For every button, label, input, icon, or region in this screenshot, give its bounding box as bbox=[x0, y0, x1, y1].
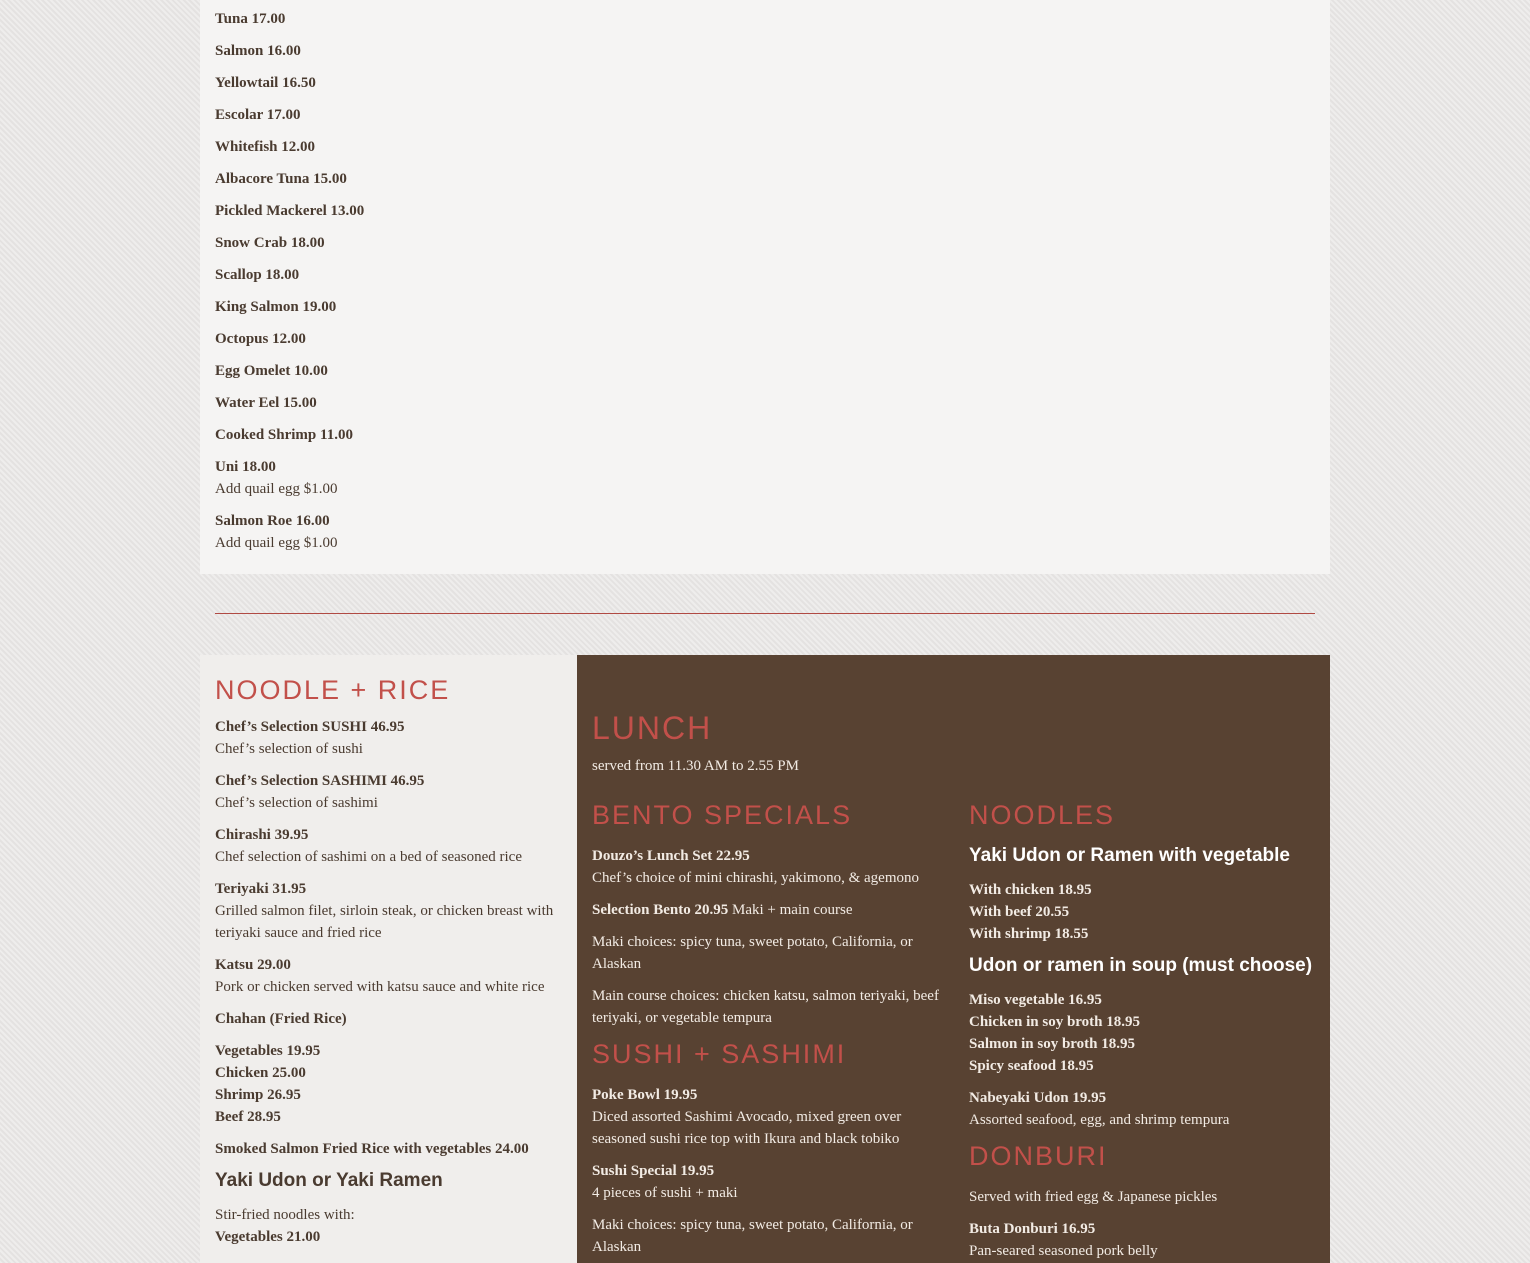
list-item: Pickled Mackerel 13.00 bbox=[215, 203, 365, 219]
list-item: Scallop 18.00 bbox=[215, 267, 300, 283]
menu-item-note: Served with fried egg & Japanese pickles bbox=[969, 1189, 1218, 1205]
option-list: With chicken 18.95 With beef 20.55 With shrimp 18.55 bbox=[969, 882, 1092, 942]
list-item: King Salmon 19.00 bbox=[215, 299, 337, 315]
bento-column bbox=[592, 800, 942, 1263]
sashimi-panel bbox=[200, 0, 1330, 574]
section-title: DONBURI bbox=[969, 1141, 1108, 1171]
menu-item: Teriyaki 31.95 Grilled salmon filet, sirloin steak, or chicken breast with teriyaki sauce and fried rice bbox=[215, 881, 554, 941]
menu-item: Buta Donburi 16.95 Pan-seared seasoned pork belly bbox=[969, 1221, 1158, 1259]
section-title: SUSHI + SASHIMI bbox=[592, 1039, 847, 1069]
menu-item: Chef’s Selection SUSHI 46.95 Chef’s selection of sushi bbox=[215, 719, 405, 757]
menu-item: Poke Bowl 19.95 Diced assorted Sashimi Avocado, mixed green over seasoned sushi rice top with Ikura and black tobiko bbox=[592, 1087, 902, 1147]
list-item: Tuna 17.00 bbox=[215, 11, 286, 27]
menu-item-note: Maki choices: spicy tuna, sweet potato, California, or Alaskan bbox=[592, 934, 913, 972]
lunch-hours: served from 11.30 AM to 2.55 PM bbox=[592, 758, 799, 774]
sashimi-list bbox=[215, 8, 815, 564]
list-item: Yellowtail 16.50 bbox=[215, 75, 316, 91]
menu-item: Katsu 29.00 Pork or chicken served with katsu sauce and white rice bbox=[215, 957, 545, 995]
lunch-title: LUNCH bbox=[592, 710, 713, 746]
chahan-options: Vegetables 19.95 Chicken 25.00 Shrimp 26.95 Beef 28.95 bbox=[215, 1043, 321, 1125]
menu-item-note: Maki choices: spicy tuna, sweet potato, California, or Alaskan bbox=[592, 1217, 913, 1255]
menu-item-note: Main course choices: chicken katsu, salmon teriyaki, beef teriyaki, or vegetable tempura bbox=[592, 988, 939, 1026]
menu-item: Chef’s Selection SASHIMI 46.95 Chef’s selection of sashimi bbox=[215, 773, 425, 811]
section-divider bbox=[215, 613, 1315, 614]
menu-item: Chahan (Fried Rice) bbox=[215, 1011, 347, 1027]
list-item: Whitefish 12.00 bbox=[215, 139, 316, 155]
subsection-title: Udon or ramen in soup (must choose) bbox=[969, 955, 1313, 976]
menu-item: Selection Bento 20.95 Maki + main course bbox=[592, 902, 853, 918]
list-item: Salmon Roe 16.00 Add quail egg $1.00 bbox=[215, 510, 815, 554]
menu-item: Chirashi 39.95 Chef selection of sashimi on a bed of seasoned rice bbox=[215, 827, 522, 865]
list-item: Escolar 17.00 bbox=[215, 107, 301, 123]
option-list: Miso vegetable 16.95 Chicken in soy broth 18.95 Salmon in soy broth 18.95 Spicy seafood 18.95 bbox=[969, 992, 1141, 1074]
section-title: BENTO SPECIALS bbox=[592, 800, 853, 830]
list-item: Salmon 16.00 bbox=[215, 43, 301, 59]
list-item: Snow Crab 18.00 bbox=[215, 235, 325, 251]
list-item: Octopus 12.00 bbox=[215, 331, 306, 347]
item-note: Add quail egg $1.00 bbox=[215, 535, 338, 551]
list-item: Albacore Tuna 15.00 bbox=[215, 171, 347, 187]
section-title: NOODLE + RICE bbox=[215, 675, 451, 705]
list-item: Water Eel 15.00 bbox=[215, 395, 317, 411]
menu-item: Sushi Special 19.95 4 pieces of sushi + maki bbox=[592, 1163, 738, 1201]
menu-page bbox=[200, 0, 1330, 1263]
menu-item: Stir-fried noodles with: Vegetables 21.00 bbox=[215, 1207, 355, 1245]
noodles-column bbox=[969, 800, 1319, 1263]
lunch-section bbox=[577, 655, 1330, 1263]
item-note: Add quail egg $1.00 bbox=[215, 481, 338, 497]
menu-item: Smoked Salmon Fried Rice with vegetables 24.00 bbox=[215, 1141, 529, 1157]
list-item: Uni 18.00 Add quail egg $1.00 bbox=[215, 456, 815, 500]
menu-item: Nabeyaki Udon 19.95 Assorted seafood, egg, and shrimp tempura bbox=[969, 1090, 1230, 1128]
menu-item: Douzo’s Lunch Set 22.95 Chef’s choice of mini chirashi, yakimono, & agemono bbox=[592, 848, 920, 886]
subsection-title: Yaki Udon or Ramen with vegetable bbox=[969, 845, 1290, 866]
section-title: NOODLES bbox=[969, 800, 1116, 830]
noodle-rice-section bbox=[200, 655, 577, 1263]
list-item: Egg Omelet 10.00 bbox=[215, 363, 328, 379]
subsection-title: Yaki Udon or Yaki Ramen bbox=[215, 1170, 443, 1191]
list-item: Cooked Shrimp 11.00 bbox=[215, 427, 353, 443]
